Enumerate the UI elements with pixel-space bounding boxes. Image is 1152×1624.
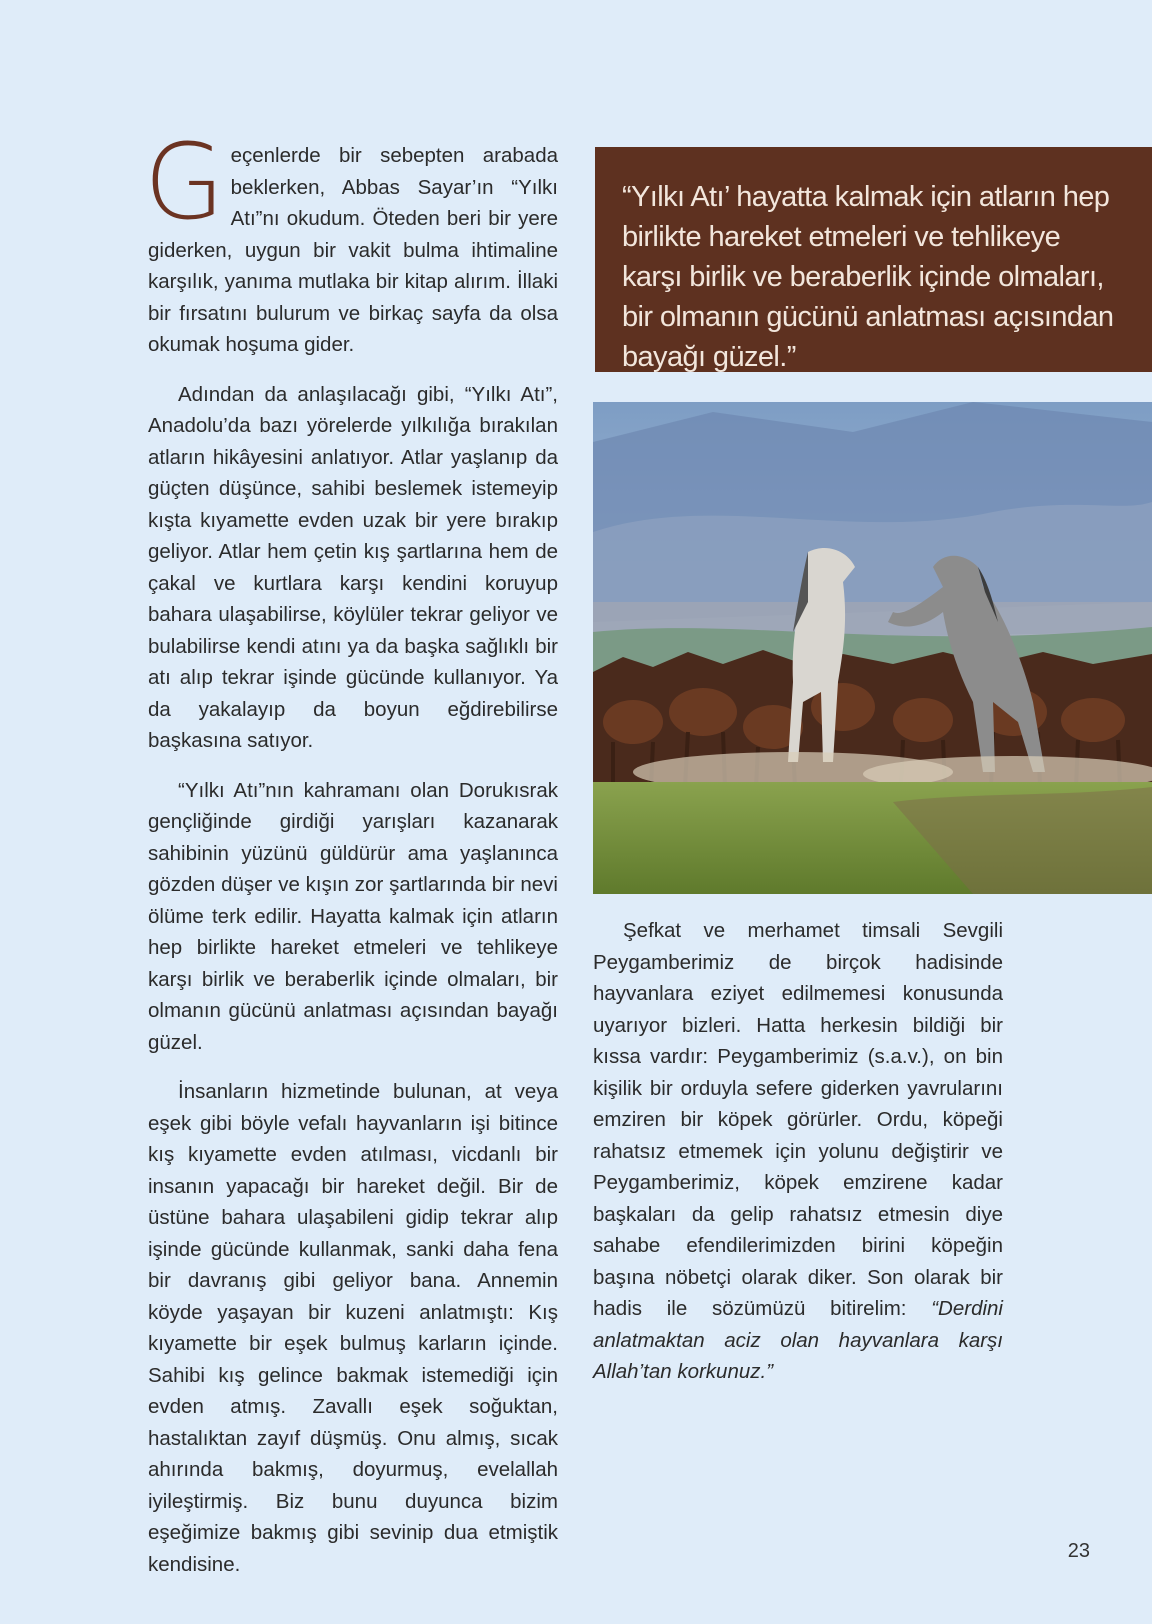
pull-quote-text: “Yılkı Atı’ hayatta kalmak için atların hep birlikte hareket etmeleri ve tehlikeye karşı birlik ve beraberlik içinde olmaları, bir olmanın gücünü anlatması açısından bayağı güzel.” — [622, 181, 1114, 373]
left-column — [144, 121, 558, 1598]
pull-quote-box — [595, 147, 1152, 372]
paragraph-3: “Yılkı Atı”nın kahramanı olan Dorukısrak gençliğinde girdiği yarışları kazanarak sahibinin yüzünü güldürür ama yaşlanınca gözden düşer ve kışın zor şartlarında bir nevi ölüme terk edilir. Hayatta kalmak için atların hep birlikte hareket etmeleri ve tehlikeye karşı birlik ve beraberlik içinde olmaları, bir olmanın gücünü anlatması açısından bayağı güzel. — [148, 778, 558, 1054]
page-number: 23 — [1067, 1540, 1090, 1562]
horses-illustration — [593, 402, 1152, 894]
hadith-quote: “Derdini anlatmaktan aciz olan hayvanlara karşı Allah’tan korkunuz.” — [593, 1297, 1003, 1383]
paragraph-2: Adından da anlaşılacağı gibi, “Yılkı Atı”, Anadolu’da bazı yörelerde yılkılığa bırakılan atların hikâyesini anlatıyor. Atlar yaşlanıp da güçten düşünce, sahibi beslemek istemeyip kışta kıyamette evden uzak bir yere bırakıp geliyor. Atlar hem çetin kış şartlarına hem de çakal ve kurtlara karşı kendini koruyup bahara ulaşabilirse, köylüler tekrar geliyor ve bulabilirse kendi atını ya da başka sağlıklı bir atı alıp tekrar işinde gücünde kullanıyor. Ya da yakalayıp da boyun eğdirebilirse başkasına satıyor. — [148, 382, 558, 752]
dropcap: G — [144, 121, 225, 243]
paragraph-1 — [144, 121, 558, 361]
paragraph-4: İnsanların hizmetinde bulunan, at veya eşek gibi böyle vefalı hayvanların işi bitince kış kıyamette evden atılması, vicdanlı bir insanın yapacağı bir hareket değil. Bir de üstüne bahara ulaşabileni gidip tekrar alıp işinde gücünde kullanmak, sanki daha fena bir davranış gibi geliyor bana. Annemin köyde yaşayan bir kuzeni anlatmıştı: Kış kıyamette bir eşek bulmuş karların içinde. Sahibi kış gelince bakmak istemediği için evden atmış. Zavallı eşek soğuktan, hastalıktan zayıf düşmüş. Onu almış, sıcak ahırında bakmış, doyurmuş, evelallah iyileştirmiş. Biz bunu duyunca bizim eşeğimize bakmış gibi sevinip dua etmiştik kendisine. — [148, 1080, 558, 1576]
wild-horses-photo — [593, 402, 1152, 894]
paragraph-1-text: eçenlerde bir sebepten arabada beklerken, Abbas Sayar’ın “Yılkı Atı”nı okudum. Öteden beri bir yere giderken, uygun bir vakit bulma ihtimaline karşılık, yanıma mutlaka bir kitap alırım. İllaki bir fırsatını bulurum ve birkaç sayfa da olsa okumak hoşuma gider. — [148, 144, 558, 356]
right-column — [593, 915, 1003, 1406]
paragraph-5-text: Şefkat ve merhamet timsali Sevgili Peygamberimiz de birçok hadisinde hayvanlara eziyet edilmemesi konusunda uyarıyor bizleri. Hatta herkesin bildiği bir kıssa vardır: Peygamberimiz (s.a.v.), on bin kişilik bir orduyla sefere giderken yavrularını emziren bir köpek görürler. Ordu, köpeği rahatsız etmemek için yolunu değiştirir ve Peygamberimiz, köpek emzirene kadar başkaları da gelip rahatsız etmesin diye sahabe efendilerimizden birini köpeğin başına nöbetçi olarak diker. Son olarak bir hadis ile sözümüzü bitirelim: — [593, 919, 1003, 1320]
paragraph-5 — [593, 915, 1003, 1388]
